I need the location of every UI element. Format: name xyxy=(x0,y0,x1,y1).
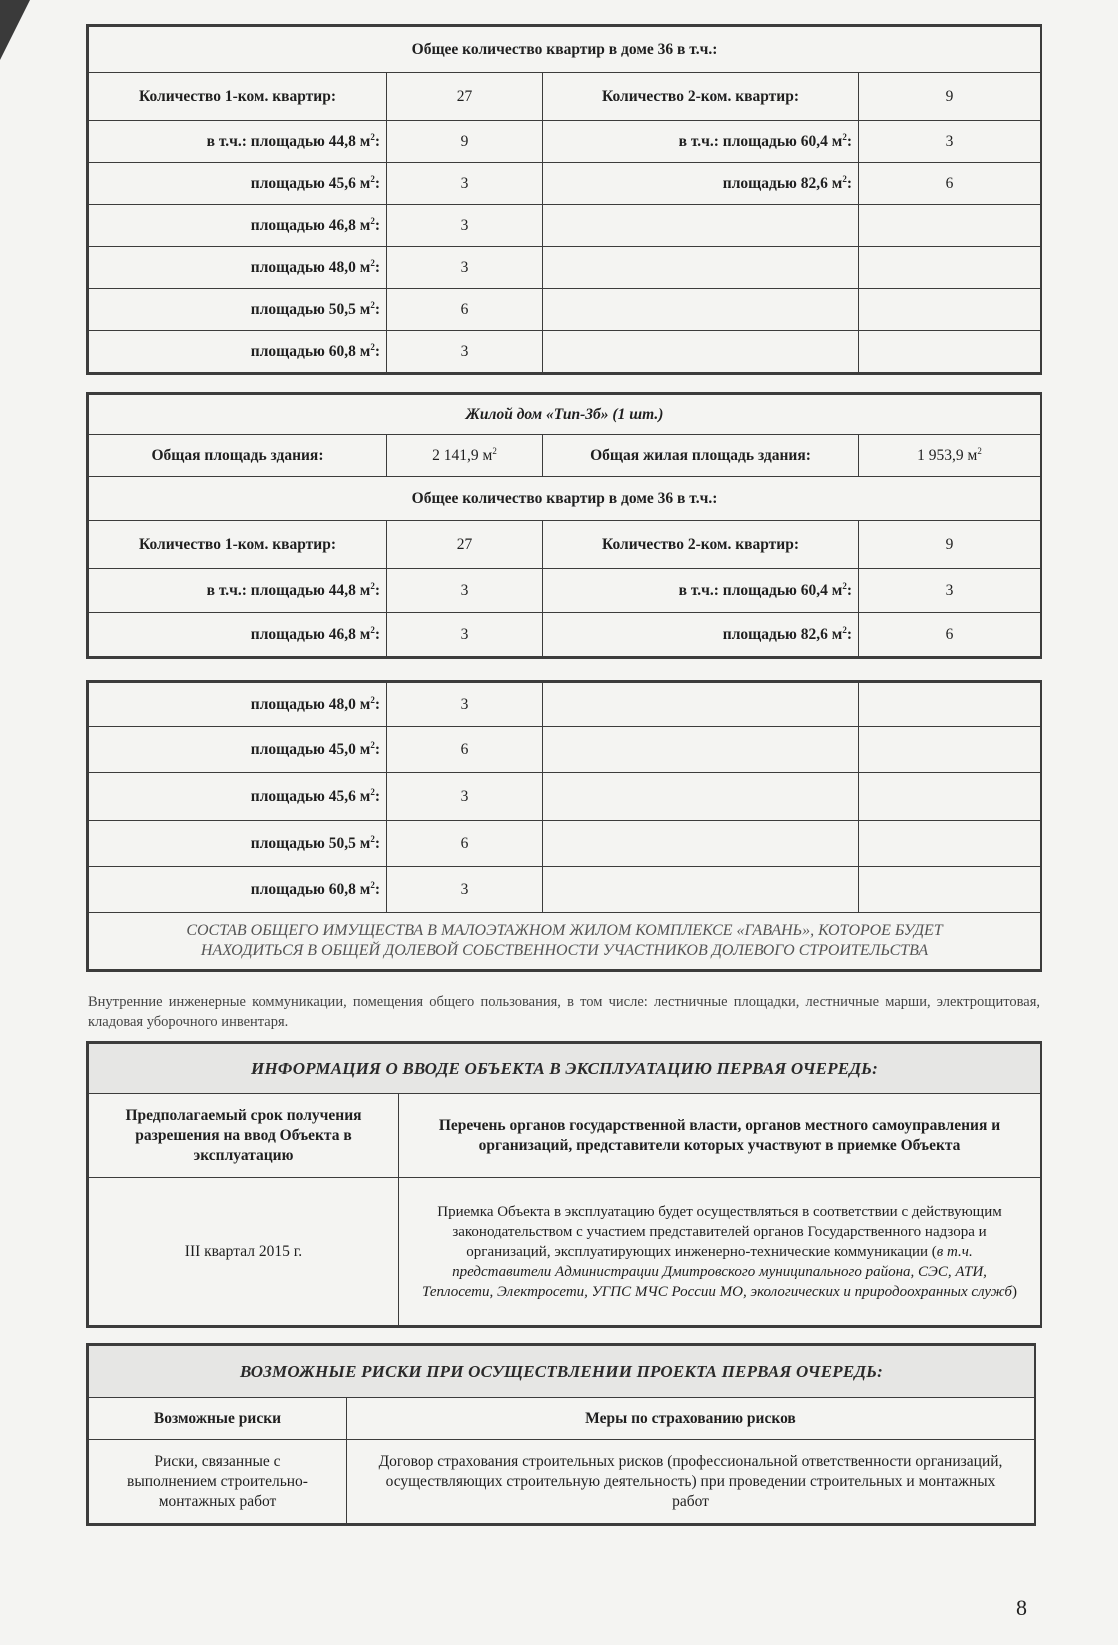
empty-cell xyxy=(543,205,859,247)
common-property-text: Внутренние инженерные коммуникации, помещения общего пользования, в том числе: лестничные площадки, лестничные марши, электрощитовая, кладовая уборочного инвентаря. xyxy=(88,994,1040,1030)
area-count: 3 xyxy=(387,205,543,247)
area-count: 9 xyxy=(387,121,543,163)
house2-living-area-value: 1 953,9 $м^2$ xyxy=(859,435,1041,477)
house2-one-room-count: 27 xyxy=(387,521,543,569)
scan-corner-shadow xyxy=(0,0,30,60)
area-count: 3 xyxy=(387,773,543,821)
area-label: площадью 82,6 $м^2$: xyxy=(543,613,859,657)
area-label: площадью 82,6 $м^2$: xyxy=(543,163,859,205)
area-label: в т.ч.: площадью 44,8 $м^2$: xyxy=(89,121,387,163)
house1-one-room-count: 27 xyxy=(387,73,543,121)
empty-cell xyxy=(543,683,859,727)
empty-cell xyxy=(859,331,1041,373)
house2-one-room-label: Количество 1-ком. квартир: xyxy=(89,521,387,569)
house1-one-room-label: Количество 1-ком. квартир: xyxy=(89,73,387,121)
empty-cell xyxy=(543,821,859,867)
area-count: 6 xyxy=(387,727,543,773)
area-label: площадью 45,6 $м^2$: xyxy=(89,773,387,821)
empty-cell xyxy=(859,867,1041,913)
risks-col-header: Возможные риски xyxy=(89,1398,347,1440)
table-row xyxy=(89,613,1041,657)
house2-apartments-table xyxy=(86,392,1042,659)
table-row xyxy=(89,205,1041,247)
commissioning-term-header: Предполагаемый срок получения разрешения на ввод Объекта в эксплуатацию xyxy=(89,1094,399,1178)
table-row xyxy=(89,569,1041,613)
area-count: 3 xyxy=(387,163,543,205)
area-label: площадью 46,8 $м^2$: xyxy=(89,205,387,247)
area-count: 3 xyxy=(387,331,543,373)
house1-two-room-label: Количество 2-ком. квартир: xyxy=(543,73,859,121)
common-property-title-line: НАХОДИТЬСЯ В ОБЩЕЙ ДОЛЕВОЙ СОБСТВЕННОСТИ УЧАСТНИКОВ ДОЛЕВОГО СТРОИТЕЛЬСТВА xyxy=(200,942,929,959)
area-count: 3 xyxy=(387,247,543,289)
house2-title: Жилой дом «Тип-3б» (1 шт.) xyxy=(89,395,1041,435)
empty-cell xyxy=(859,727,1041,773)
area-label: в т.ч.: площадью 60,4 $м^2$: xyxy=(543,121,859,163)
house1-two-room-count: 9 xyxy=(859,73,1041,121)
area-label: в т.ч.: площадью 44,8 $м^2$: xyxy=(89,569,387,613)
area-label: площадью 45,6 $м^2$: xyxy=(89,163,387,205)
empty-cell xyxy=(859,289,1041,331)
area-count: 6 xyxy=(859,163,1041,205)
commissioning-term: III квартал 2015 г. xyxy=(89,1178,399,1326)
house2-two-room-label: Количество 2-ком. квартир: xyxy=(543,521,859,569)
table-row xyxy=(89,727,1041,773)
area-label: площадью 60,8 $м^2$: xyxy=(89,331,387,373)
table-row xyxy=(89,683,1041,727)
empty-cell xyxy=(859,247,1041,289)
house2-total-area-value: 2 141,9 $м^2$ xyxy=(387,435,543,477)
area-count: 3 xyxy=(859,121,1041,163)
area-label: площадью 48,0 $м^2$: xyxy=(89,683,387,727)
house2-total-area-label: Общая площадь здания: xyxy=(89,435,387,477)
house2-two-room-count: 9 xyxy=(859,521,1041,569)
table-row xyxy=(89,821,1041,867)
house1-apartments-table xyxy=(86,24,1042,375)
house2-living-area-label: Общая жилая площадь здания: xyxy=(543,435,859,477)
area-count: 6 xyxy=(387,821,543,867)
commissioning-table xyxy=(86,1041,1042,1328)
table-row xyxy=(89,773,1041,821)
area-count: 3 xyxy=(387,683,543,727)
area-label: площадью 50,5 $м^2$: xyxy=(89,821,387,867)
area-count: 6 xyxy=(859,613,1041,657)
area-label: площадью 48,0 $м^2$: xyxy=(89,247,387,289)
commissioning-bodies: Приемка Объекта в эксплуатацию будет осуществляться в соответствии с действующим законодательством с участием представителей органов Государственного надзора и организаций, эксплуатирующих инженерно-технические коммуникации (в т.ч. представители Администрации Дмитровского муниципального района, СЭС, АТИ, Теплосети, Электросети, УГПС МЧС России МО, экологических и природоохранных служб) xyxy=(399,1178,1041,1326)
commissioning-bodies-list: в т.ч. представители Администрации Дмитровского муниципального района, СЭС, АТИ, Теплосети, Электросети, УГПС МЧС России МО, экологических и природоохранных служб xyxy=(422,1243,1012,1300)
area-count: 6 xyxy=(387,289,543,331)
risk-description: Риски, связанные с выполнением строительно-монтажных работ xyxy=(89,1440,347,1524)
house2-apartments-table-continued xyxy=(86,680,1042,972)
common-property-title xyxy=(89,913,1041,970)
empty-cell xyxy=(859,821,1041,867)
empty-cell xyxy=(543,773,859,821)
area-count: 3 xyxy=(387,867,543,913)
table-row xyxy=(89,331,1041,373)
house1-total-header: Общее количество квартир в доме 36 в т.ч.: xyxy=(89,27,1041,73)
empty-cell xyxy=(859,205,1041,247)
empty-cell xyxy=(543,727,859,773)
area-count: 3 xyxy=(859,569,1041,613)
area-label: в т.ч.: площадью 60,4 $м^2$: xyxy=(543,569,859,613)
table-row xyxy=(89,121,1041,163)
measures-col-header: Меры по страхованию рисков xyxy=(347,1398,1035,1440)
empty-cell xyxy=(543,867,859,913)
table-row xyxy=(89,247,1041,289)
empty-cell xyxy=(543,331,859,373)
area-label: площадью 45,0 $м^2$: xyxy=(89,727,387,773)
area-label: площадью 50,5 $м^2$: xyxy=(89,289,387,331)
page-number: 8 xyxy=(1016,1595,1027,1620)
risks-table xyxy=(86,1343,1036,1526)
common-property-title-line: СОСТАВ ОБЩЕГО ИМУЩЕСТВА В МАЛОЭТАЖНОМ ЖИЛОМ КОМПЛЕКСЕ «ГАВАНЬ», КОТОРОЕ БУДЕТ xyxy=(186,922,943,939)
area-label: площадью 46,8 $м^2$: xyxy=(89,613,387,657)
area-count: 3 xyxy=(387,613,543,657)
empty-cell xyxy=(543,289,859,331)
risks-header: ВОЗМОЖНЫЕ РИСКИ ПРИ ОСУЩЕСТВЛЕНИИ ПРОЕКТА ПЕРВАЯ ОЧЕРЕДЬ: xyxy=(89,1346,1035,1398)
empty-cell xyxy=(859,773,1041,821)
table-row xyxy=(89,867,1041,913)
house2-total-header: Общее количество квартир в доме 36 в т.ч.: xyxy=(89,477,1041,521)
commissioning-bodies-header: Перечень органов государственной власти, органов местного самоуправления и организаций, представители которых участвуют в приемке Объекта xyxy=(399,1094,1041,1178)
table-row xyxy=(89,163,1041,205)
area-count: 3 xyxy=(387,569,543,613)
table-row xyxy=(89,289,1041,331)
area-label: площадью 60,8 $м^2$: xyxy=(89,867,387,913)
commissioning-header: ИНФОРМАЦИЯ О ВВОДЕ ОБЪЕКТА В ЭКСПЛУАТАЦИЮ ПЕРВАЯ ОЧЕРЕДЬ: xyxy=(89,1044,1041,1094)
risk-measure: Договор страхования строительных рисков (профессиональной ответственности организаций, осуществляющих строительную деятельность) при проведении строительных и монтажных работ xyxy=(347,1440,1035,1524)
empty-cell xyxy=(543,247,859,289)
empty-cell xyxy=(859,683,1041,727)
